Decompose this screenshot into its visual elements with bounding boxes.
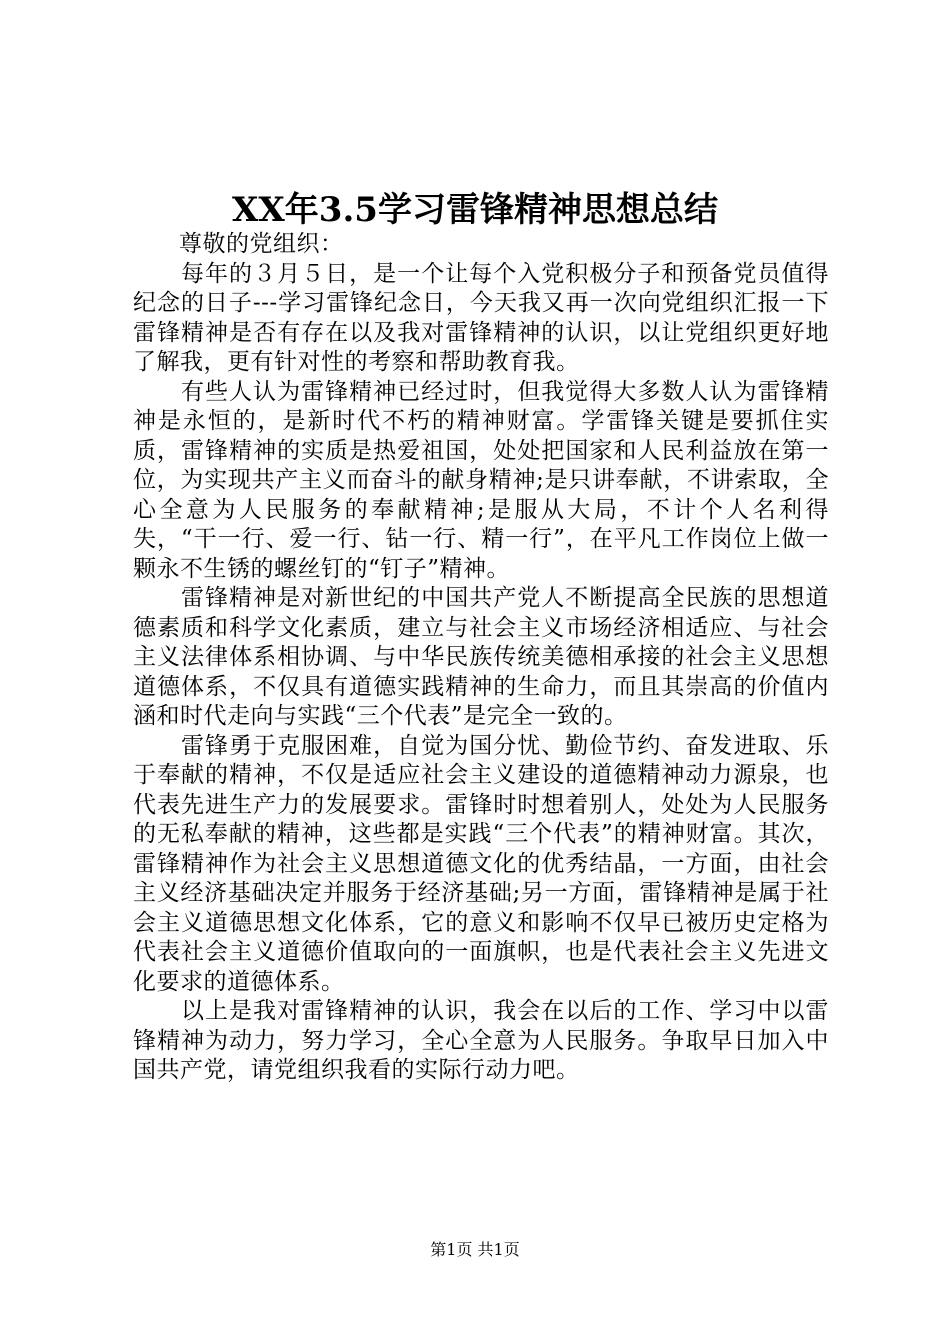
paragraph-5: 以上是我对雷锋精神的认识，我会在以后的工作、学习中以雷锋精神为动力，努力学习，全心全意为人民服务。争取早日加入中国共产党，请党组织我看的实际行动力吧。: [133, 998, 829, 1083]
document-title: XX年3.5学习雷锋精神思想总结: [232, 190, 718, 230]
paragraph-1: 每年的３月５日，是一个让每个入党积极分子和预备党员值得纪念的日子---学习雷锋纪念日，今天我又再一次向党组织汇报一下雷锋精神是否有存在以及我对雷锋精神的认识，以让党组织更好地了解我，更有针对性的考察和帮助教育我。: [133, 260, 829, 375]
paragraph-2: 有些人认为雷锋精神已经过时，但我觉得大多数人认为雷锋精神是永恒的，是新时代不朽的精神财富。学雷锋关键是要抓住实质，雷锋精神的实质是热爱祖国，处处把国家和人民利益放在第一位，为实现共产主义而奋斗的献身精神;是只讲奉献，不讲索取，全心全意为人民服务的奉献精神;是服从大局，不计个人名利得失，“干一行、爱一行、钻一行、精一行”，在平凡工作岗位上做一颗永不生锈的螺丝钉的“钉子”精神。: [133, 378, 829, 582]
paragraph-4: 雷锋勇于克服困难，自觉为国分忧、勤俭节约、奋发进取、乐于奉献的精神，不仅是适应社会主义建设的道德精神动力源泉，也代表先进生产力的发展要求。雷锋时时想着别人，处处为人民服务的无私奉献的精神，这些都是实践“三个代表”的精神财富。其次，雷锋精神作为社会主义思想道德文化的优秀结晶，一方面，由社会主义经济基础决定并服务于经济基础;另一方面，雷锋精神是属于社会主义道德思想文化体系，它的意义和影响不仅早已被历史定格为代表社会主义道德价值取向的一面旗帜，也是代表社会主义先进文化要求的道德体系。: [133, 732, 829, 995]
document-body: [133, 230, 829, 1086]
salutation: 尊敬的党组织：: [179, 231, 344, 257]
paragraph-3: 雷锋精神是对新世纪的中国共产党人不断提高全民族的思想道德素质和科学文化素质，建立与社会主义市场经济相适应、与社会主义法律体系相协调、与中华民族传统美德相承接的社会主义思想道德体系，不仅具有道德实践精神的生命力，而且其崇高的价值内涵和时代走向与实践“三个代表”是完全一致的。: [133, 585, 829, 729]
page-footer: 第1页 共1页: [430, 1240, 520, 1259]
